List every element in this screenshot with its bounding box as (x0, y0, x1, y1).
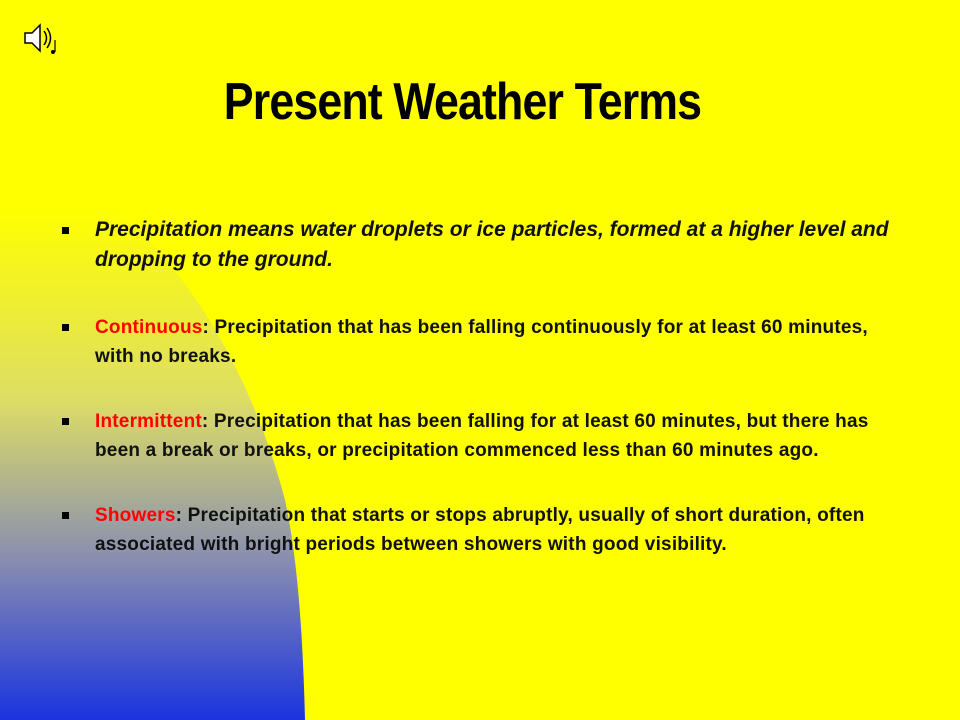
bullet-marker (62, 418, 69, 425)
bullet-list (60, 215, 890, 595)
term-label: Intermittent (95, 411, 202, 432)
bullet-text: Precipitation means water droplets or ice particles, formed at a higher level and dropping to the ground. (95, 218, 889, 271)
bullet-marker (62, 324, 69, 331)
term-label: Continuous (95, 317, 203, 338)
term-separator: : (175, 505, 183, 526)
bullet-marker (62, 512, 69, 519)
slide-title: Present Weather Terms (223, 73, 702, 131)
term-separator: : (201, 411, 209, 432)
bullet-showers (60, 501, 890, 559)
bullet-intermittent (60, 407, 890, 465)
term-separator: : (202, 317, 210, 338)
term-definition: Precipitation that has been falling continuously for at least 60 minutes, with no breaks. (95, 317, 868, 367)
term-definition: Precipitation that has been falling for at least 60 minutes, but there has been a break or breaks, or precipitation commenced less than 60 minutes ago. (95, 411, 869, 461)
bullet-precipitation (60, 215, 890, 275)
bullet-continuous (60, 313, 890, 371)
term-definition: Precipitation that starts or stops abruptly, usually of short duration, often associated with bright periods between showers with good visibility. (95, 505, 865, 555)
bullet-marker (62, 227, 69, 234)
speaker-sound-icon[interactable] (20, 18, 60, 58)
term-label: Showers (95, 505, 176, 526)
